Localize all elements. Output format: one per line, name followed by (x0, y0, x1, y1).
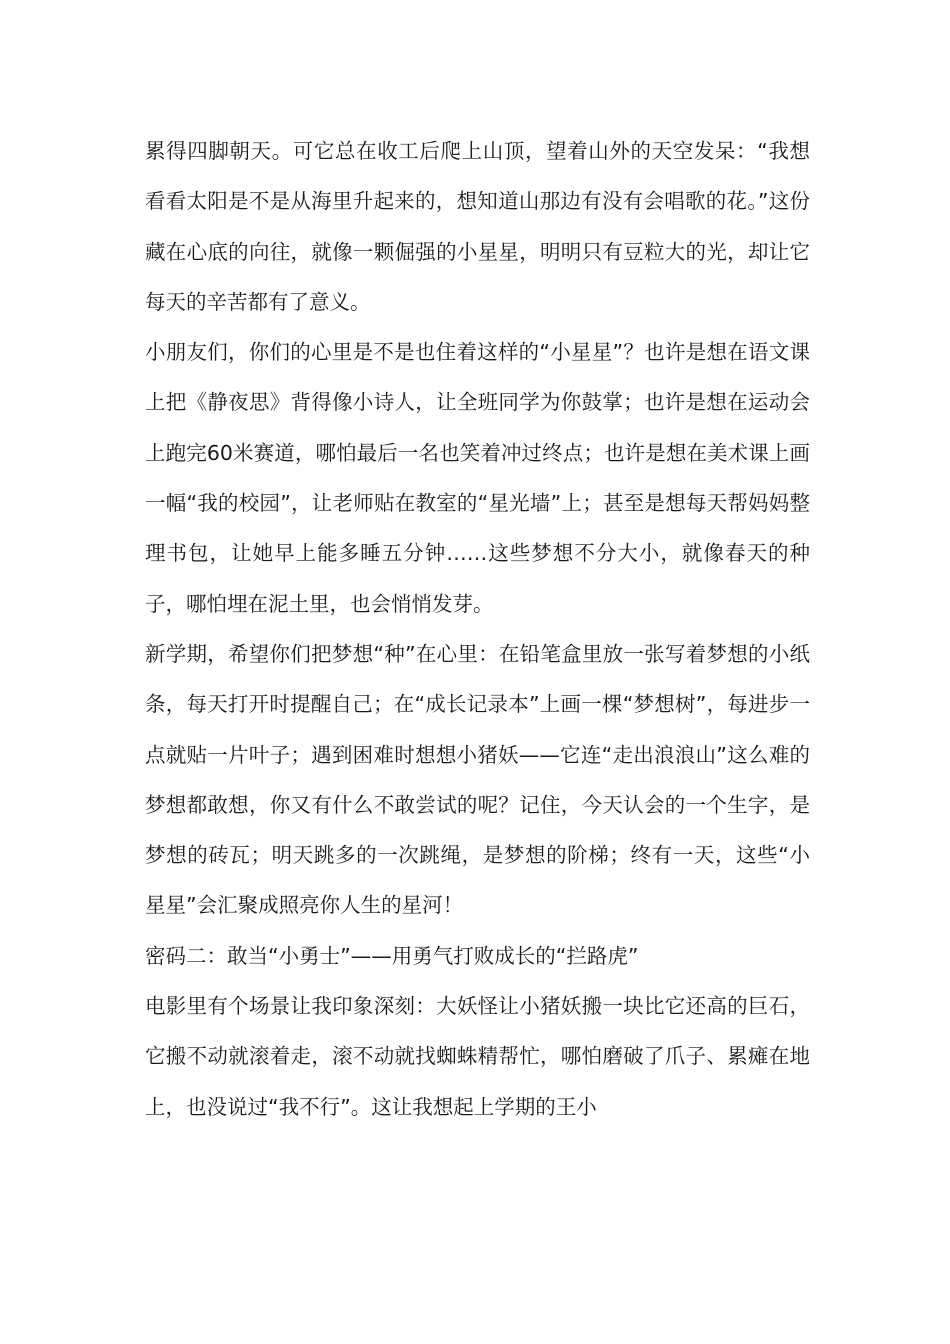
document-body (145, 126, 810, 1132)
section-heading-code-two: 密码二：敢当“小勇士”——用勇气打败成长的“拦路虎” (145, 943, 639, 968)
paragraph-little-stars: 小朋友们，你们的心里是不是也住着这样的“小星星”？也许是想在语文课上把《静夜思》背得像小诗人，让全班同学为你鼓掌；也许是想在运动会上跑完60米赛道，哪怕最后一名也笑着冲过终点；也许是想在美术课上画一幅“我的校园”，让老师贴在教室的“星光墙”上；甚至是想每天帮妈妈整理书包，让她早上能多睡五分钟……这些梦想不分大小，就像春天的种子，哪怕埋在泥土里，也会悄悄发芽。 (145, 340, 810, 616)
paragraph-new-semester: 新学期，希望你们把梦想“种”在心里：在铅笔盒里放一张写着梦想的小纸条，每天打开时提醒自己；在“成长记录本”上画一棵“梦想树”，每进步一点就贴一片叶子；遇到困难时想想小猪妖——它连“走出浪浪山”这么难的梦想都敢想，你又有什么不敢尝试的呢？记住，今天认会的一个生字，是梦想的砖瓦；明天跳多的一次跳绳，是梦想的阶梯；终有一天，这些“小星星”会汇聚成照亮你人生的星河！ (145, 641, 810, 918)
paragraph-dream-intro: 累得四脚朝天。可它总在收工后爬上山顶，望着山外的天空发呆：“我想看看太阳是不是从海里升起来的，想知道山那边有没有会唱歌的花。”这份藏在心底的向往，就像一颗倔强的小星星，明明只有豆粒大的光，却让它每天的辛苦都有了意义。 (145, 139, 810, 314)
paragraph-movie-scene: 电影里有个场景让我印象深刻：大妖怪让小猪妖搬一块比它还高的巨石，它搬不动就滚着走，滚不动就找蜘蛛精帮忙，哪怕磨破了爪子、累瘫在地上，也没说过“我不行”。这让我想起上学期的王小 (145, 994, 810, 1119)
